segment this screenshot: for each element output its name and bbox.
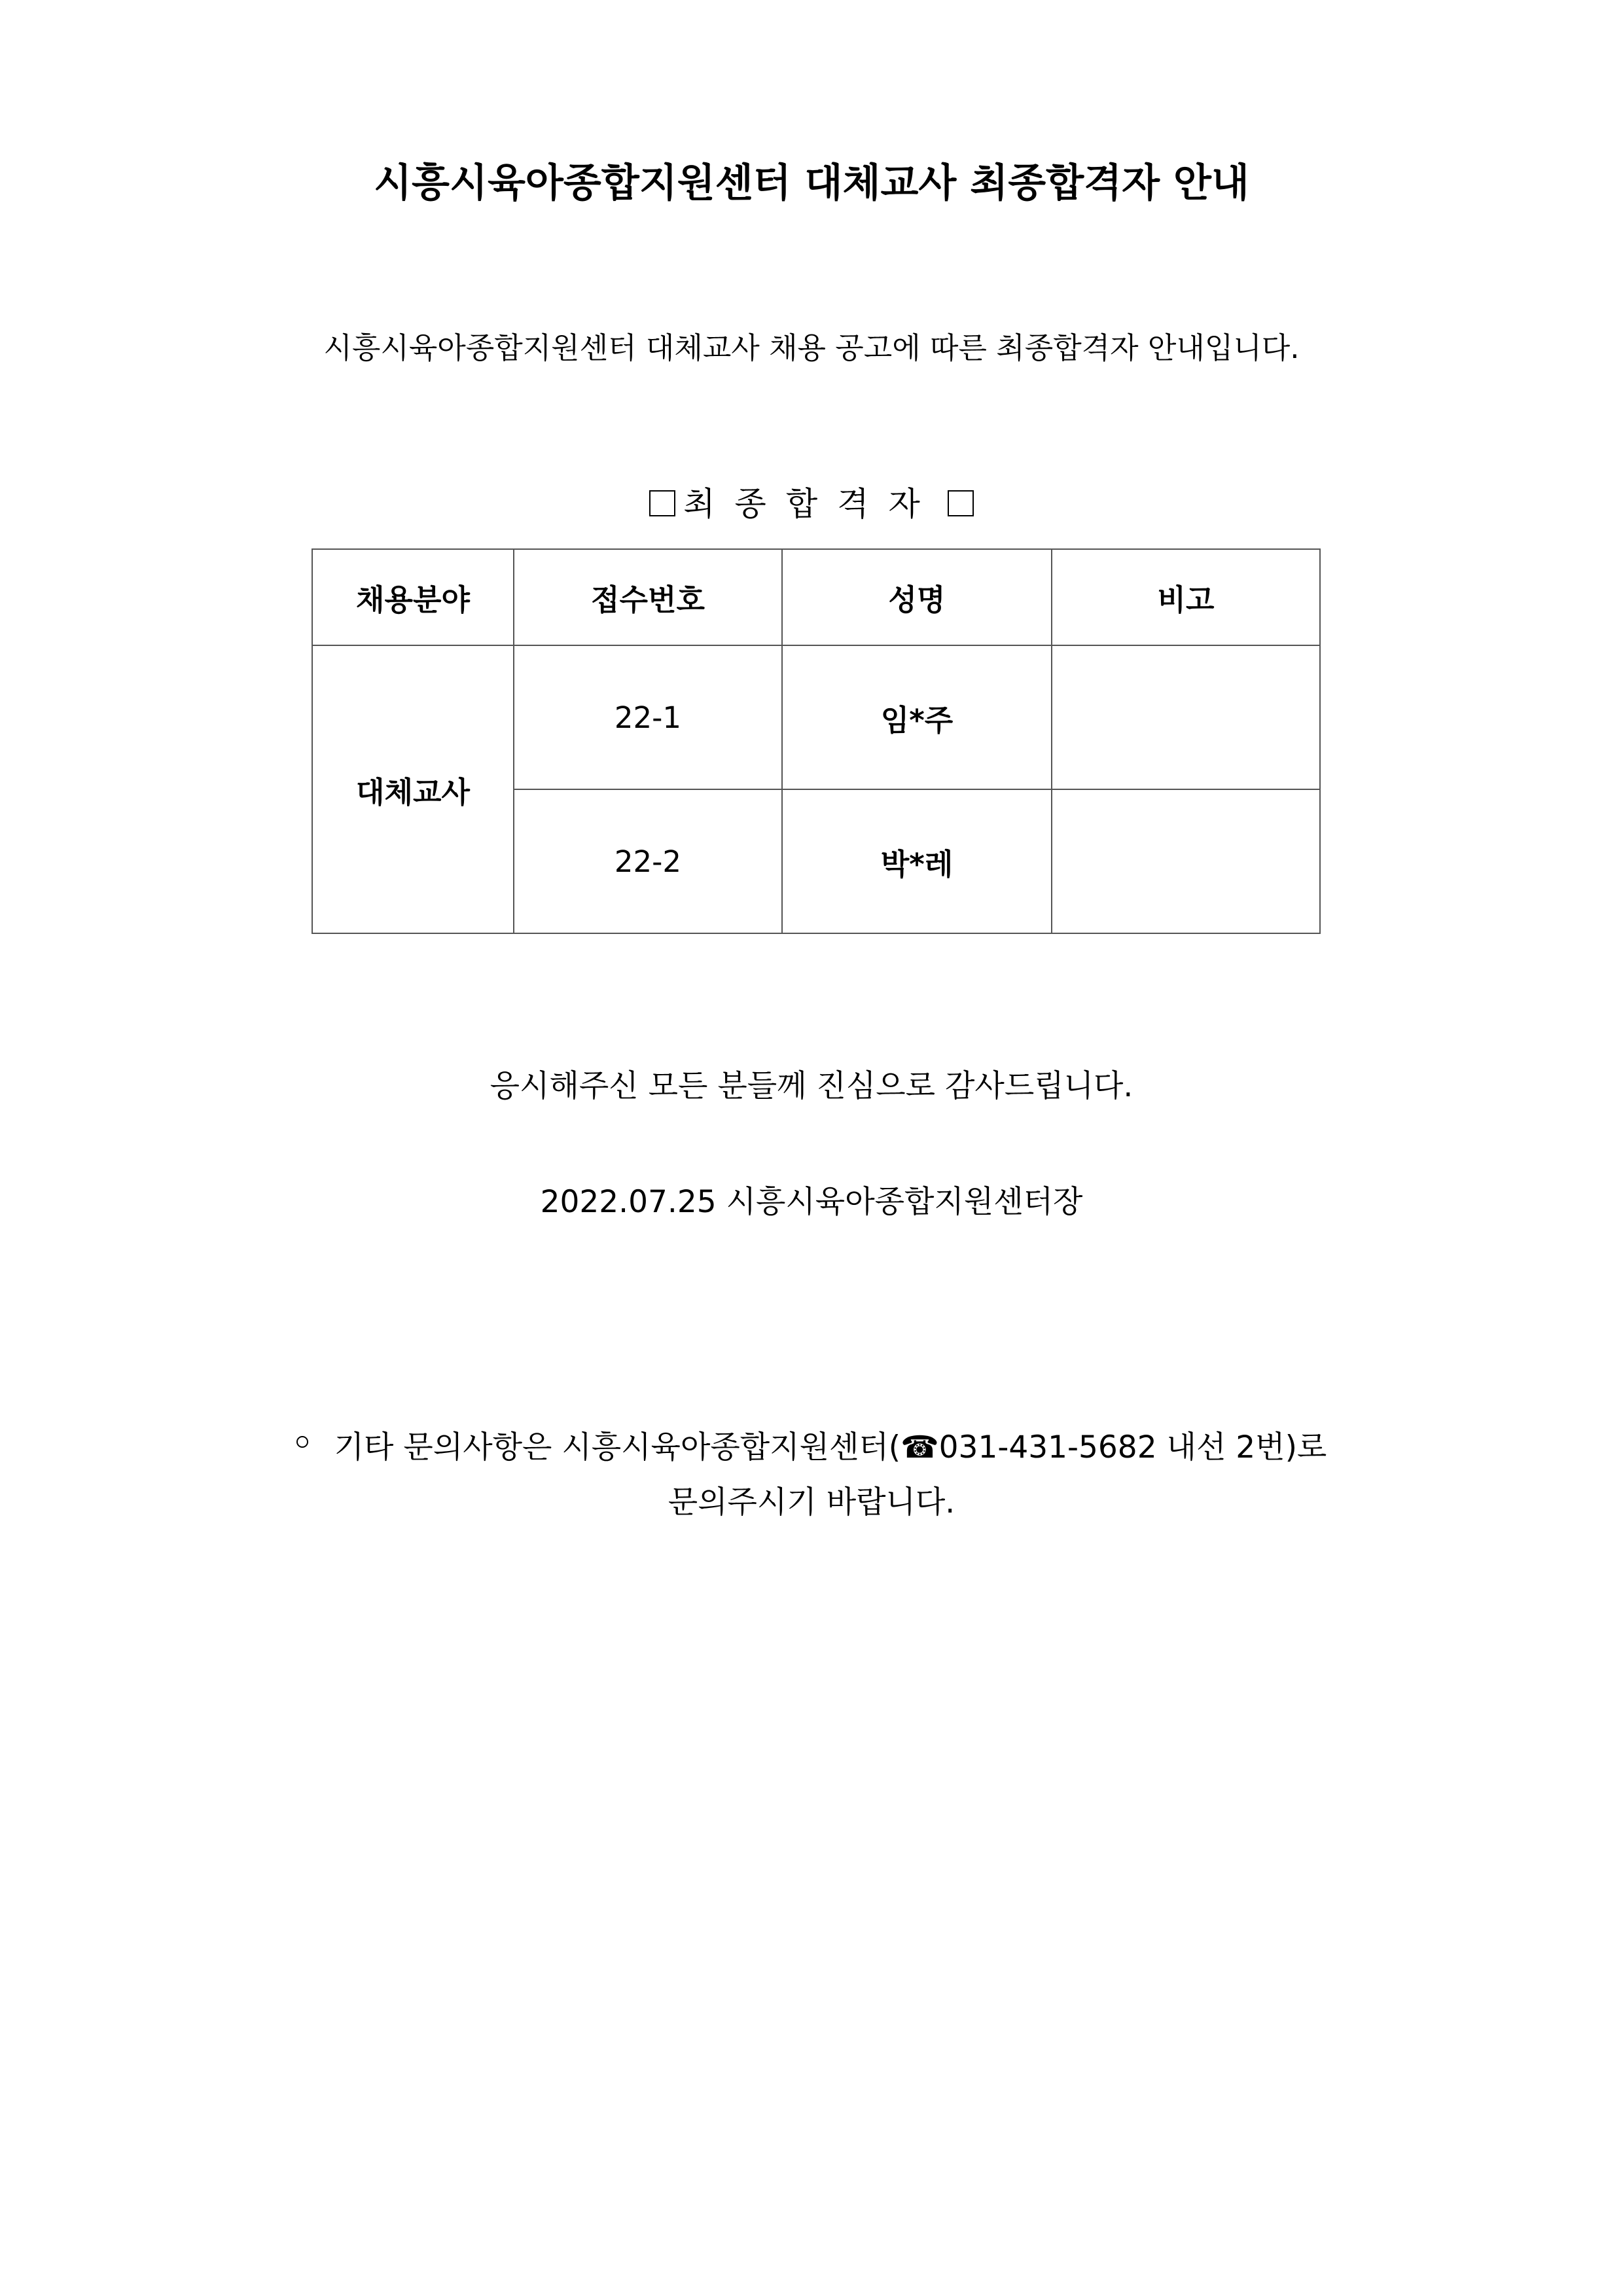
contact-text-2: 문의주시기 바랍니다. (668, 1484, 955, 1520)
cell-name: 임*주 (782, 645, 1052, 789)
contact-line-1 (0, 1420, 1623, 1475)
cell-number: 22-2 (514, 789, 782, 933)
document-title: 시흥시육아종합지원센터 대체교사 최종합격자 안내 (374, 160, 1249, 206)
cell-number: 22-1 (514, 645, 782, 789)
intro-text: 시흥시육아종합지원센터 대체교사 채용 공고에 따른 최종합격자 안내입니다. (323, 331, 1300, 365)
thanks-text: 응시해주신 모든 분들께 진심으로 감사드립니다. (490, 1068, 1133, 1104)
bullet-circle-icon (296, 1436, 308, 1448)
contact-text-1: 기타 문의사항은 시흥시육아종합지원센터(☎031-431-5682 내선 2번)로 (334, 1429, 1327, 1465)
section-heading (0, 478, 1623, 530)
table-header-row (312, 549, 1320, 645)
header-field: 채용분야 (312, 549, 514, 645)
checkbox-square-icon (948, 490, 974, 516)
cell-note (1052, 645, 1320, 789)
section-heading-label: 최종합격자 (683, 485, 940, 523)
dateline: 2022.07.25 시흥시육아종합지원센터장 (540, 1184, 1083, 1220)
cell-name: 박*레 (782, 789, 1052, 933)
table-row (312, 645, 1320, 789)
header-number: 접수번호 (514, 549, 782, 645)
checkbox-square-icon (649, 490, 675, 516)
contact-note (0, 1420, 1623, 1530)
results-table (312, 548, 1321, 934)
header-name: 성명 (782, 549, 1052, 645)
cell-field: 대체교사 (312, 645, 514, 933)
header-note: 비고 (1052, 549, 1320, 645)
cell-note (1052, 789, 1320, 933)
